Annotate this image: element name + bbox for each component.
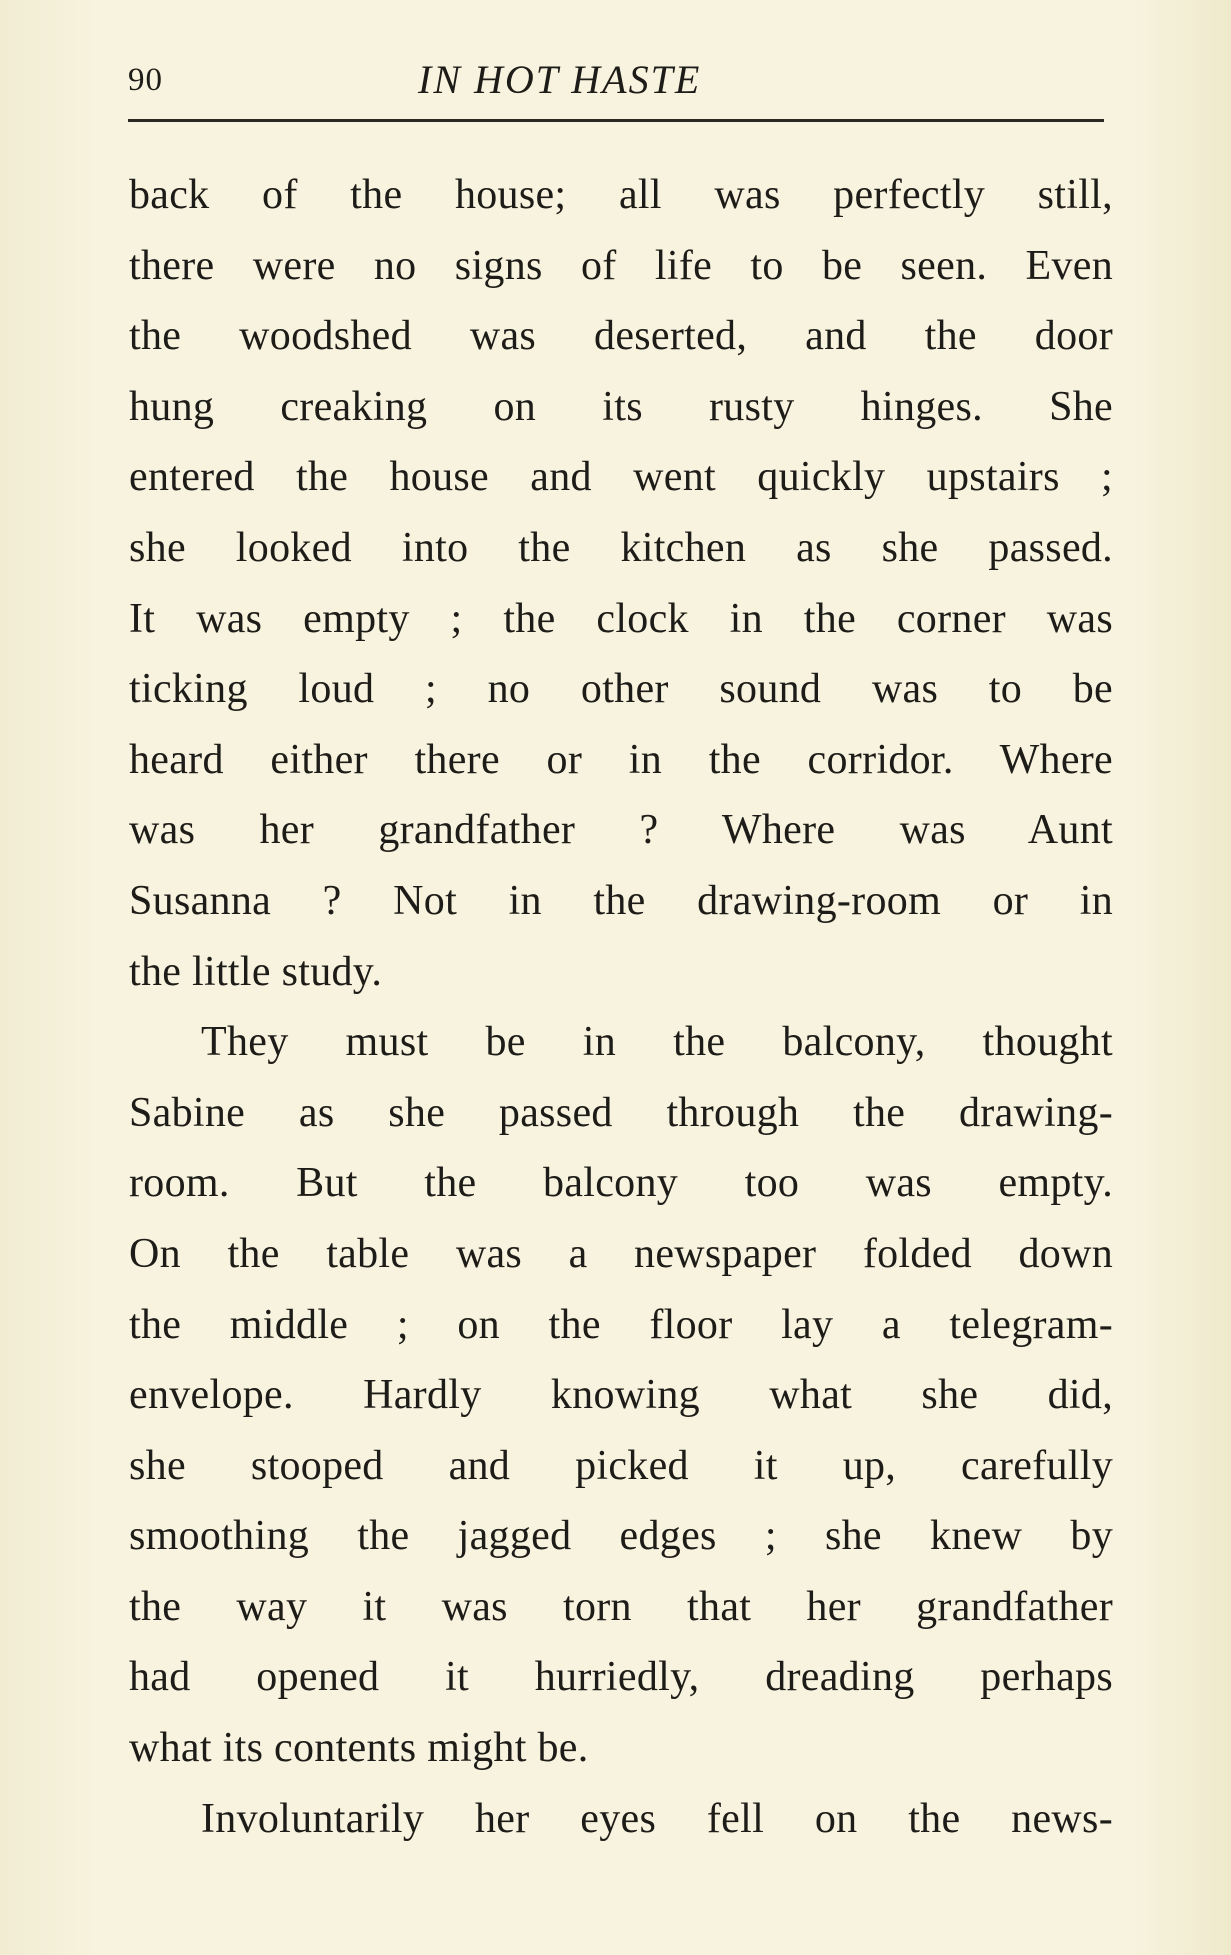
text-line: On the table was a newspaper folded down (129, 1230, 1113, 1277)
text-line: what its contents might be. (129, 1725, 589, 1772)
text-line: smoothing the jagged edges ; she knew by (129, 1513, 1113, 1560)
text-line: hung creaking on its rusty hinges. She (129, 383, 1113, 430)
page-number: 90 (128, 62, 163, 98)
header-rule (128, 119, 1104, 122)
text-line: ticking loud ; no other sound was to be (129, 666, 1113, 713)
text-line: entered the house and went quickly upstairs ; (129, 454, 1113, 501)
text-line: Susanna ? Not in the drawing-room or in (129, 877, 1113, 924)
text-line: the middle ; on the floor lay a telegram- (129, 1301, 1113, 1348)
text-line: the way it was torn that her grandfather (129, 1583, 1113, 1630)
text-line: room. But the balcony too was empty. (129, 1160, 1113, 1207)
running-head (128, 56, 1103, 106)
text-line: Sabine as she passed through the drawing- (129, 1089, 1113, 1136)
text-line: envelope. Hardly knowing what she did, (129, 1372, 1113, 1419)
text-line: she stooped and picked it up, carefully (129, 1442, 1113, 1489)
text-line: heard either there or in the corridor. Where (129, 736, 1113, 783)
text-line: had opened it hurriedly, dreading perhaps (129, 1654, 1113, 1701)
text-line: back of the house; all was perfectly still, (129, 172, 1113, 218)
text-line: the woodshed was deserted, and the door (129, 313, 1113, 360)
running-title: IN HOT HASTE (418, 57, 702, 102)
text-line: there were no signs of life to be seen. Even (129, 242, 1113, 289)
text-line: she looked into the kitchen as she passed. (129, 524, 1113, 571)
text-line: It was empty ; the clock in the corner was (129, 595, 1113, 642)
text-line: Involuntarily her eyes fell on the news- (201, 1795, 1113, 1842)
body-text (129, 160, 1113, 1854)
text-line: was her grandfather ? Where was Aunt (129, 807, 1113, 854)
text-line: They must be in the balcony, thought (201, 1019, 1113, 1066)
text-line: the little study. (129, 948, 383, 995)
